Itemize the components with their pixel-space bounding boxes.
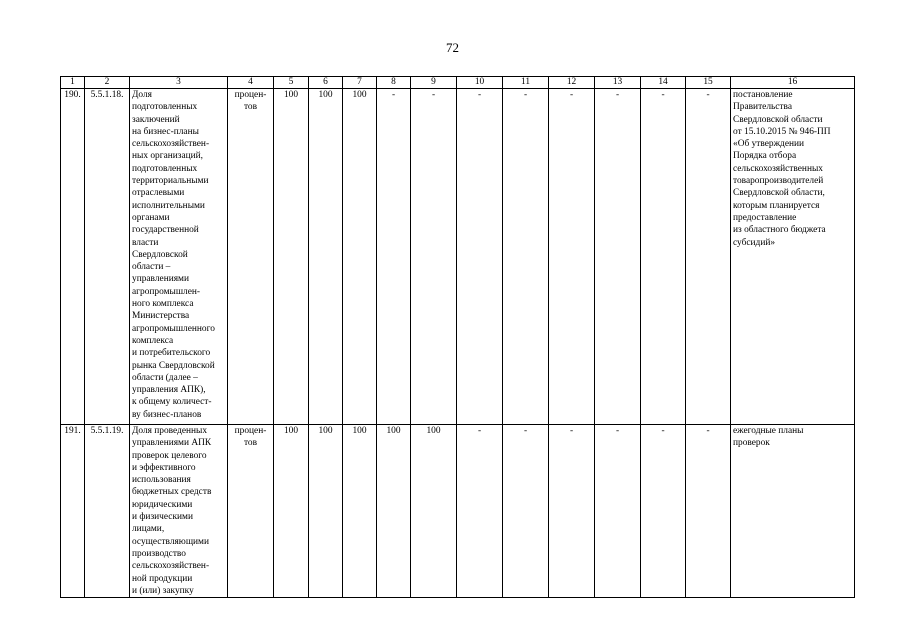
row-number: 191. <box>61 425 85 598</box>
value-cell: - <box>377 89 411 425</box>
value-cell: 100 <box>343 425 377 598</box>
column-number: 3 <box>130 77 228 89</box>
column-number: 6 <box>309 77 343 89</box>
column-number: 2 <box>85 77 130 89</box>
column-number: 1 <box>61 77 85 89</box>
value-cell: - <box>549 425 595 598</box>
value-cell: - <box>503 425 549 598</box>
value-cell: 100 <box>274 89 309 425</box>
column-number: 4 <box>228 77 274 89</box>
unit-of-measure: процен- тов <box>228 89 274 425</box>
unit-of-measure: процен- тов <box>228 425 274 598</box>
value-cell: - <box>686 425 731 598</box>
column-number: 15 <box>686 77 731 89</box>
value-cell: 100 <box>274 425 309 598</box>
table-row <box>61 89 855 425</box>
data-source: ежегодные планы проверок <box>731 425 855 598</box>
indicator-code: 5.5.1.18. <box>85 89 130 425</box>
indicator-code: 5.5.1.19. <box>85 425 130 598</box>
value-cell: 100 <box>309 89 343 425</box>
table-row <box>61 425 855 598</box>
value-cell: - <box>549 89 595 425</box>
column-number: 10 <box>457 77 503 89</box>
value-cell: - <box>503 89 549 425</box>
indicator-name: Доля проведенных управлениями АПК проверок целевого и эффективного использования бюджетных средств юридическими и физическими лицами, осуществляющими производство сельскохозяйствен- ной продукции и (или) закупку <box>130 425 228 598</box>
value-cell: 100 <box>343 89 377 425</box>
column-number-row <box>61 77 855 89</box>
value-cell: - <box>686 89 731 425</box>
value-cell: - <box>457 425 503 598</box>
value-cell: - <box>641 425 686 598</box>
column-number: 13 <box>595 77 641 89</box>
data-source: постановление Правительства Свердловской области от 15.10.2015 № 946-ПП «Об утверждении Порядка отбора сельскохозяйственных товаропроизводителей Свердловской области, которым планируется предоставление из областного бюджета субсидий» <box>731 89 855 425</box>
column-number: 12 <box>549 77 595 89</box>
value-cell: - <box>641 89 686 425</box>
column-number: 9 <box>411 77 457 89</box>
value-cell: 100 <box>411 425 457 598</box>
value-cell: - <box>595 425 641 598</box>
row-number: 190. <box>61 89 85 425</box>
value-cell: 100 <box>309 425 343 598</box>
value-cell: 100 <box>377 425 411 598</box>
column-number: 8 <box>377 77 411 89</box>
page-number: 72 <box>446 40 459 55</box>
column-number: 11 <box>503 77 549 89</box>
value-cell: - <box>595 89 641 425</box>
column-number: 16 <box>731 77 855 89</box>
column-number: 7 <box>343 77 377 89</box>
value-cell: - <box>411 89 457 425</box>
indicator-name: Доля подготовленных заключений на бизнес-планы сельскохозяйствен- ных организаций, подготовленных территориальными отраслевыми исполнительными органами государственной власти Свердловской области – управлениями агропромышлен- ного комплекса Министерства агропромышленного комплекса и потребительского рынка Свердловской области (далее – управления АПК), к общему количест- ву бизнес-планов <box>130 89 228 425</box>
column-number: 14 <box>641 77 686 89</box>
value-cell: - <box>457 89 503 425</box>
column-number: 5 <box>274 77 309 89</box>
indicator-table <box>60 76 855 598</box>
